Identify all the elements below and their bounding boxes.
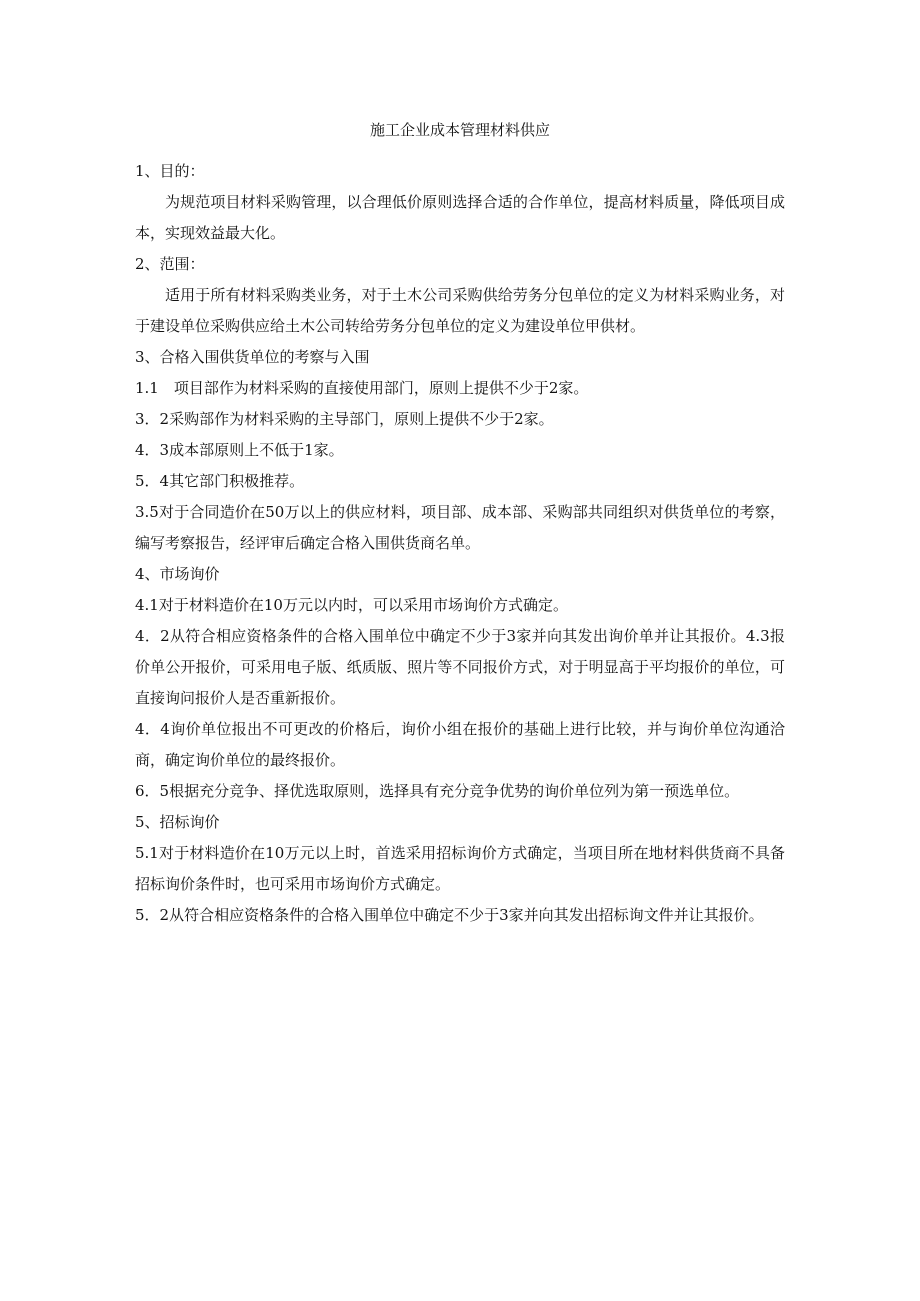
paragraph: 6．5根据充分竞争、择优选取原则，选择具有充分竞争优势的询价单位列为第一预选单位。	[135, 782, 740, 800]
paragraph: 5.1对于材料造价在10万元以上时，首选采用招标询价方式确定，当项目所在地材料供货商不具备招标询价条件时，也可采用市场询价方式确定。	[135, 844, 785, 893]
document-title: 施工企业成本管理材料供应	[369, 121, 550, 139]
paragraph: 1、目的：	[135, 162, 205, 180]
paragraph: 3．2采购部作为材料采购的主导部门，原则上提供不少于2家。	[135, 410, 554, 428]
paragraph: 4.1对于材料造价在10万元以内时，可以采用市场询价方式确定。	[135, 596, 568, 614]
paragraph: 5．2从符合相应资格条件的合格入围单位中确定不少于3家并向其发出招标询文件并让其报价。	[135, 906, 764, 924]
paragraph: 3.5对于合同造价在50万以上的供应材料，项目部、成本部、采购部共同组织对供货单位的考察，编写考察报告，经评审后确定合格入围供货商名单。	[135, 503, 785, 552]
paragraph: 4．3成本部原则上不低于1家。	[135, 441, 344, 459]
paragraph: 适用于所有材料采购类业务，对于土木公司采购供给劳务分包单位的定义为材料采购业务，对于建设单位采购供应给土木公司转给劳务分包单位的定义为建设单位甲供材。	[135, 286, 785, 335]
paragraph: 1.1 项目部作为材料采购的直接使用部门，原则上提供不少于2家。	[135, 379, 589, 397]
paragraph: 2、范围：	[135, 255, 205, 273]
paragraph: 4．4询价单位报出不可更改的价格后，询价小组在报价的基础上进行比较，并与询价单位沟通洽商，确定询价单位的最终报价。	[135, 720, 785, 769]
paragraph: 5、招标询价	[135, 813, 220, 831]
paragraph: 4．2从符合相应资格条件的合格入围单位中确定不少于3家并向其发出询价单并让其报价。4.3报价单公开报价，可采用电子版、纸质版、照片等不同报价方式，对于明显高于平均报价的单位，可直接询问报价人是否重新报价。	[135, 627, 785, 707]
paragraph: 5．4其它部门积极推荐。	[135, 472, 305, 490]
paragraph: 3、合格入围供货单位的考察与入围	[135, 348, 370, 366]
paragraph: 4、市场询价	[135, 565, 220, 583]
paragraph: 为规范项目材料采购管理，以合理低价原则选择合适的合作单位，提高材料质量，降低项目成本，实现效益最大化。	[135, 193, 785, 242]
document-body	[135, 156, 785, 931]
